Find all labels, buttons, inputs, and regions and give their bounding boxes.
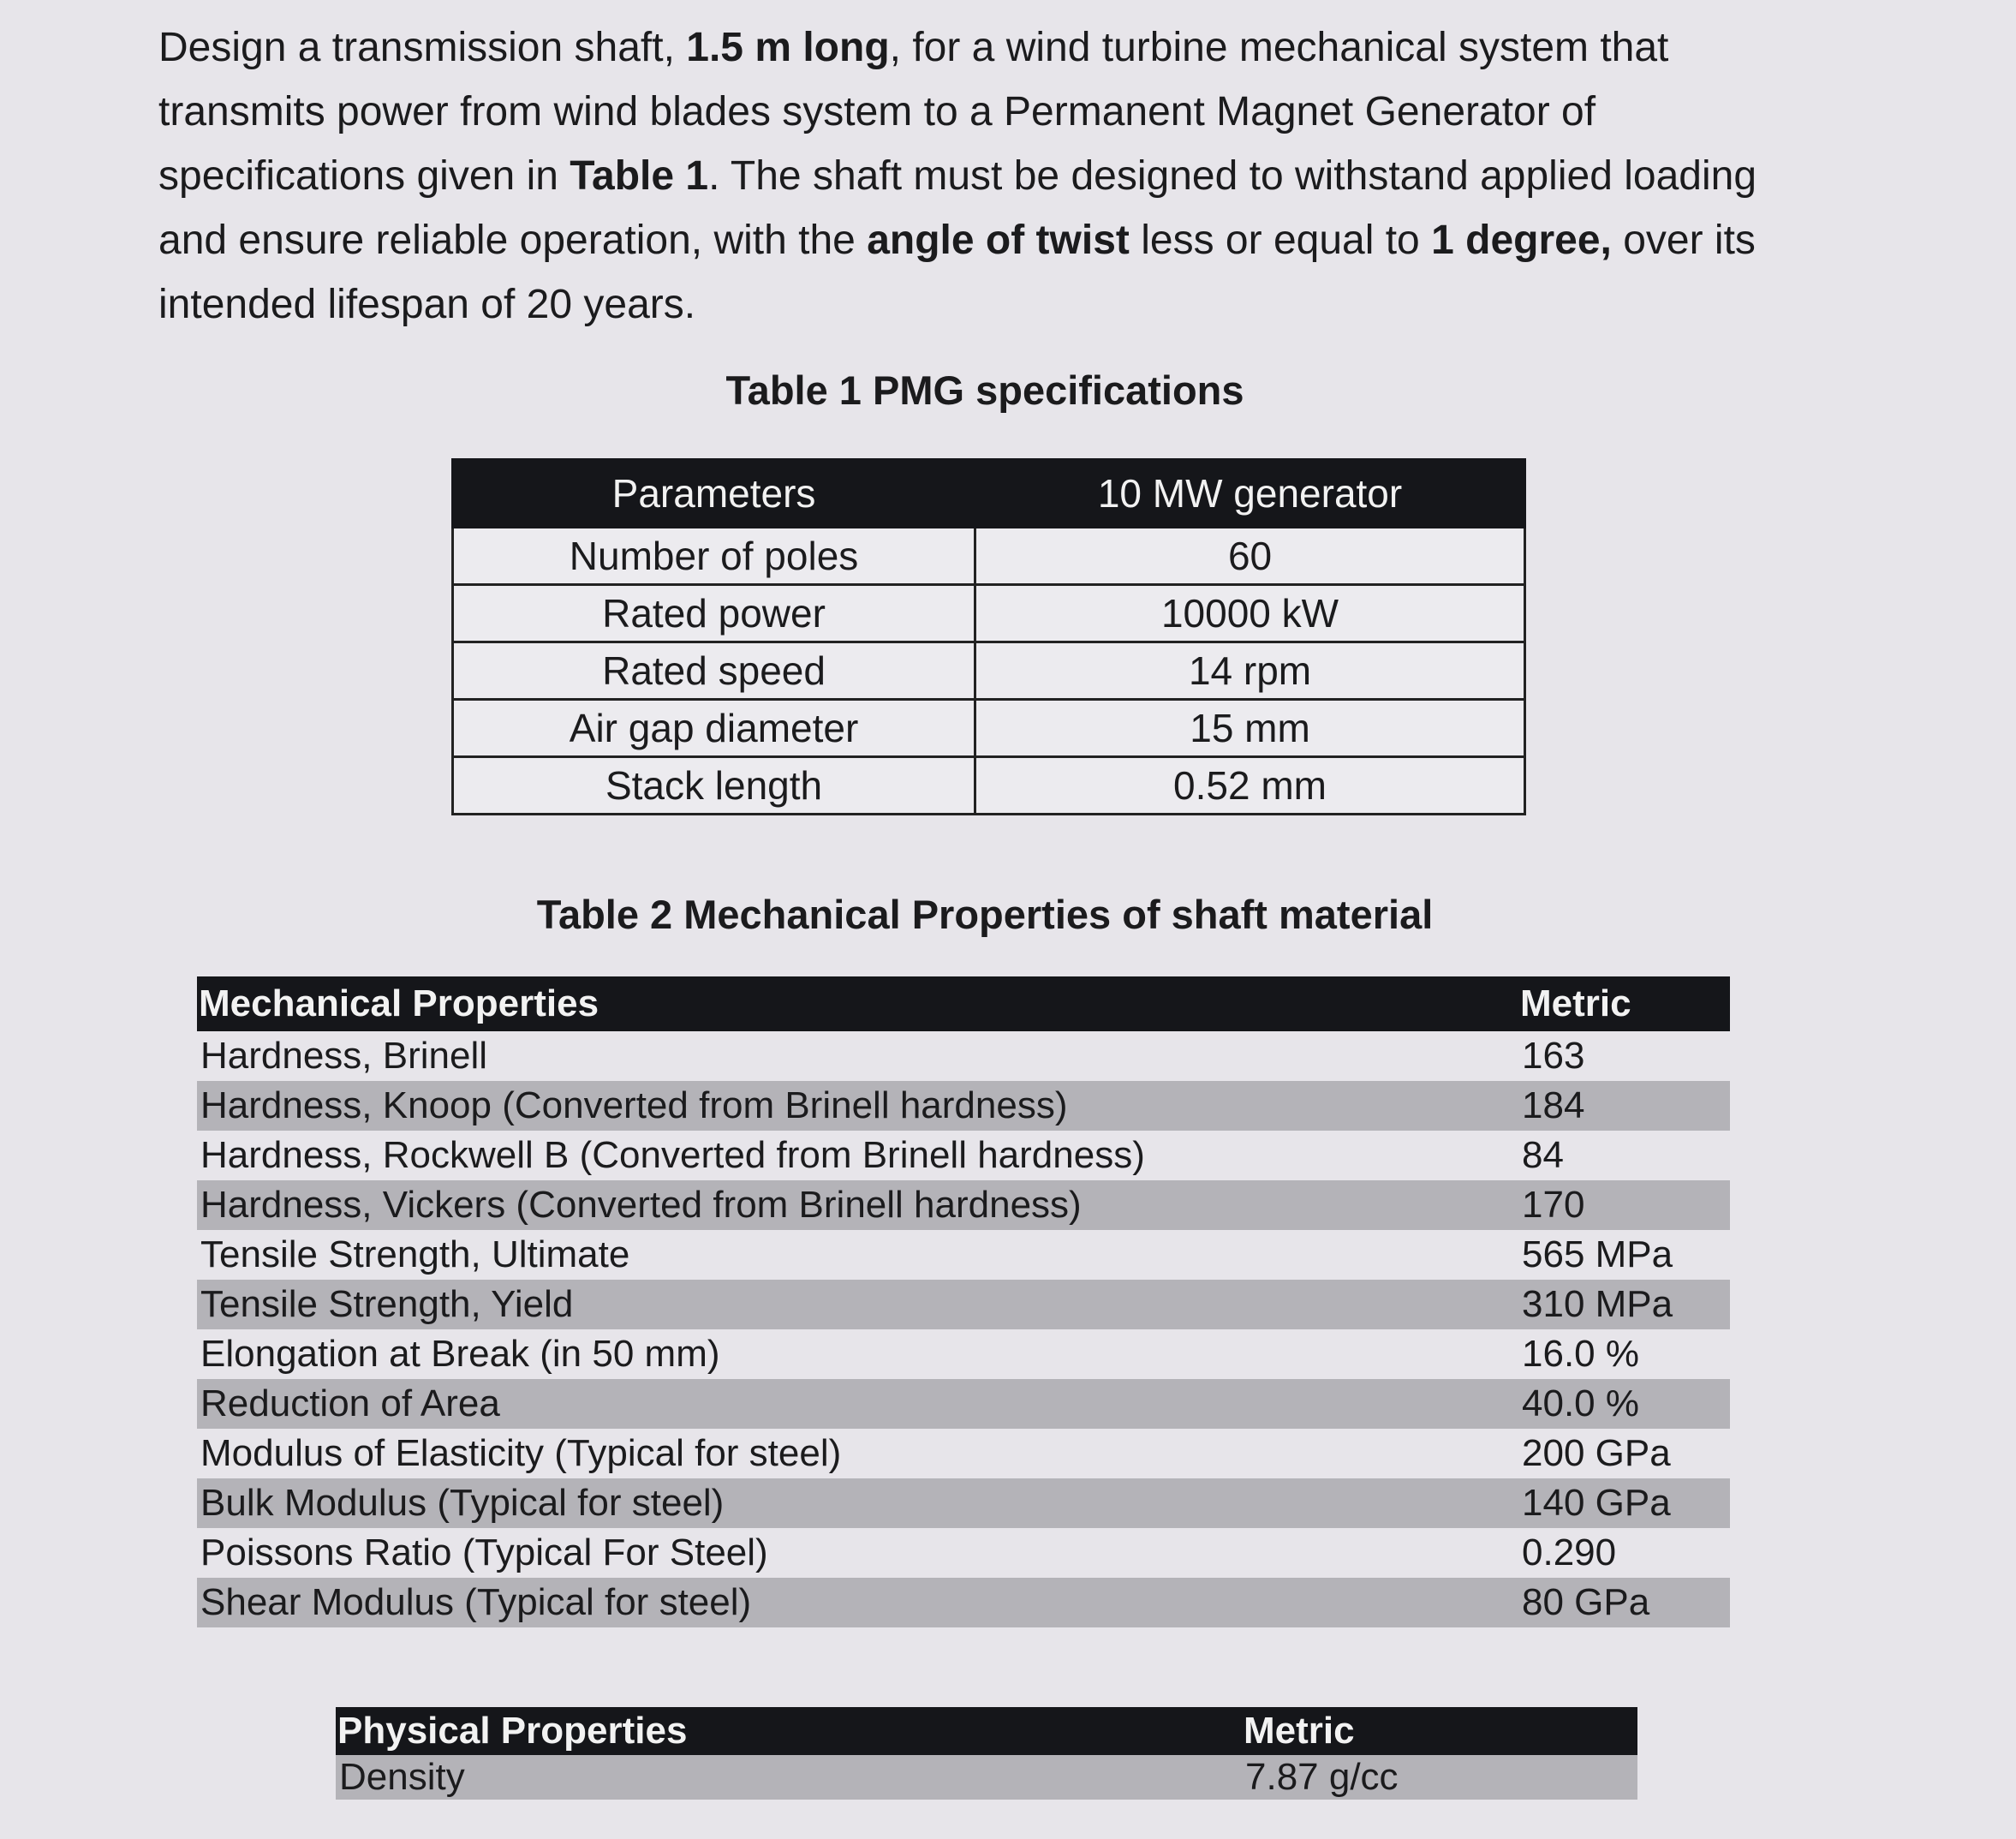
problem-statement — [158, 15, 1828, 337]
table-row — [453, 700, 1525, 757]
metric-cell: 7.87 g/cc — [1242, 1755, 1637, 1800]
property-cell: Tensile Strength, Ultimate — [200, 1233, 630, 1275]
property-cell: Modulus of Elasticity (Typical for steel) — [200, 1432, 842, 1474]
table-row — [453, 642, 1525, 700]
pmg-specifications-table — [451, 458, 1526, 815]
metric-cell: 40.0 % — [1518, 1379, 1730, 1429]
problem-bold-degree: 1 degree, — [1431, 218, 1612, 263]
table-row — [453, 757, 1525, 815]
value-cell: 14 rpm — [975, 642, 1525, 700]
table-row — [197, 1230, 1730, 1280]
column-header: Metric — [1518, 976, 1730, 1031]
table1-caption: Table 1 PMG specifications — [725, 367, 1244, 413]
property-cell: Elongation at Break (in 50 mm) — [200, 1333, 720, 1375]
table2-caption: Table 2 Mechanical Properties of shaft material — [536, 892, 1434, 937]
metric-cell: 565 MPa — [1522, 1233, 1673, 1275]
metric-cell: 84 — [1522, 1134, 1564, 1176]
column-header: 10 MW generator — [975, 460, 1525, 528]
table-row — [197, 1031, 1730, 1081]
metric-cell: 200 GPa — [1522, 1432, 1671, 1474]
column-header: Mechanical Properties — [197, 976, 1518, 1031]
metric-cell: 310 MPa — [1518, 1280, 1730, 1329]
value-cell: 0.52 mm — [975, 757, 1525, 815]
table-row — [336, 1755, 1637, 1800]
table-row — [453, 528, 1525, 585]
table-row — [197, 1429, 1730, 1478]
metric-cell: 163 — [1522, 1035, 1585, 1077]
problem-text-4: less or equal to — [1129, 218, 1432, 263]
table-row — [197, 1131, 1730, 1180]
parameter-cell: Rated speed — [453, 642, 975, 700]
physical-properties-table — [336, 1707, 1637, 1800]
column-header: Metric — [1242, 1707, 1637, 1755]
table-row — [197, 1329, 1730, 1379]
column-header: Physical Properties — [336, 1707, 1242, 1755]
problem-text-1: Design a transmission shaft, — [158, 25, 687, 70]
problem-bold-table-ref: Table 1 — [570, 153, 709, 199]
metric-cell: 170 — [1518, 1180, 1730, 1230]
table-row — [197, 1081, 1730, 1131]
mechanical-properties-table — [197, 976, 1730, 1627]
table-row — [197, 1379, 1730, 1429]
parameter-cell: Air gap diameter — [453, 700, 975, 757]
problem-text-2: , for a wind turbine mechanical system that transmits power from wind blades system to a Permanent Magnet Generator of specifications given in — [158, 25, 1669, 199]
table-row — [197, 1578, 1730, 1627]
parameter-cell: Rated power — [453, 585, 975, 642]
table-row — [197, 1180, 1730, 1230]
metric-cell: 16.0 % — [1522, 1333, 1639, 1375]
table-header-row — [336, 1707, 1637, 1755]
property-cell: Hardness, Vickers (Converted from Brinell hardness) — [197, 1180, 1518, 1230]
value-cell: 10000 kW — [975, 585, 1525, 642]
value-cell: 15 mm — [975, 700, 1525, 757]
table-row — [197, 1528, 1730, 1578]
problem-bold-angle: angle of twist — [867, 218, 1130, 263]
table-header-row — [197, 976, 1730, 1031]
problem-text-5: over its intended lifespan of 20 years. — [158, 218, 1756, 327]
table-row — [197, 1280, 1730, 1329]
problem-text-3: . The shaft must be designed to withstand applied loading and ensure reliable operation, with the — [158, 153, 1757, 263]
property-cell: Hardness, Brinell — [200, 1035, 488, 1077]
metric-cell: 184 — [1518, 1081, 1730, 1131]
table-header-row — [453, 460, 1525, 528]
property-cell: Poissons Ratio (Typical For Steel) — [200, 1532, 768, 1573]
problem-bold-length: 1.5 m long — [686, 25, 890, 70]
metric-cell: 80 GPa — [1518, 1578, 1730, 1627]
property-cell: Shear Modulus (Typical for steel) — [197, 1578, 1518, 1627]
metric-cell: 0.290 — [1522, 1532, 1617, 1573]
property-cell: Hardness, Knoop (Converted from Brinell hardness) — [197, 1081, 1518, 1131]
property-cell: Density — [336, 1755, 1242, 1800]
table-row — [197, 1478, 1730, 1528]
property-cell: Bulk Modulus (Typical for steel) — [197, 1478, 1518, 1528]
value-cell: 60 — [975, 528, 1525, 585]
property-cell: Reduction of Area — [197, 1379, 1518, 1429]
property-cell: Hardness, Rockwell B (Converted from Brinell hardness) — [200, 1134, 1145, 1176]
parameter-cell: Number of poles — [453, 528, 975, 585]
parameter-cell: Stack length — [453, 757, 975, 815]
column-header: Parameters — [453, 460, 975, 528]
metric-cell: 140 GPa — [1518, 1478, 1730, 1528]
table-row — [453, 585, 1525, 642]
property-cell: Tensile Strength, Yield — [197, 1280, 1518, 1329]
